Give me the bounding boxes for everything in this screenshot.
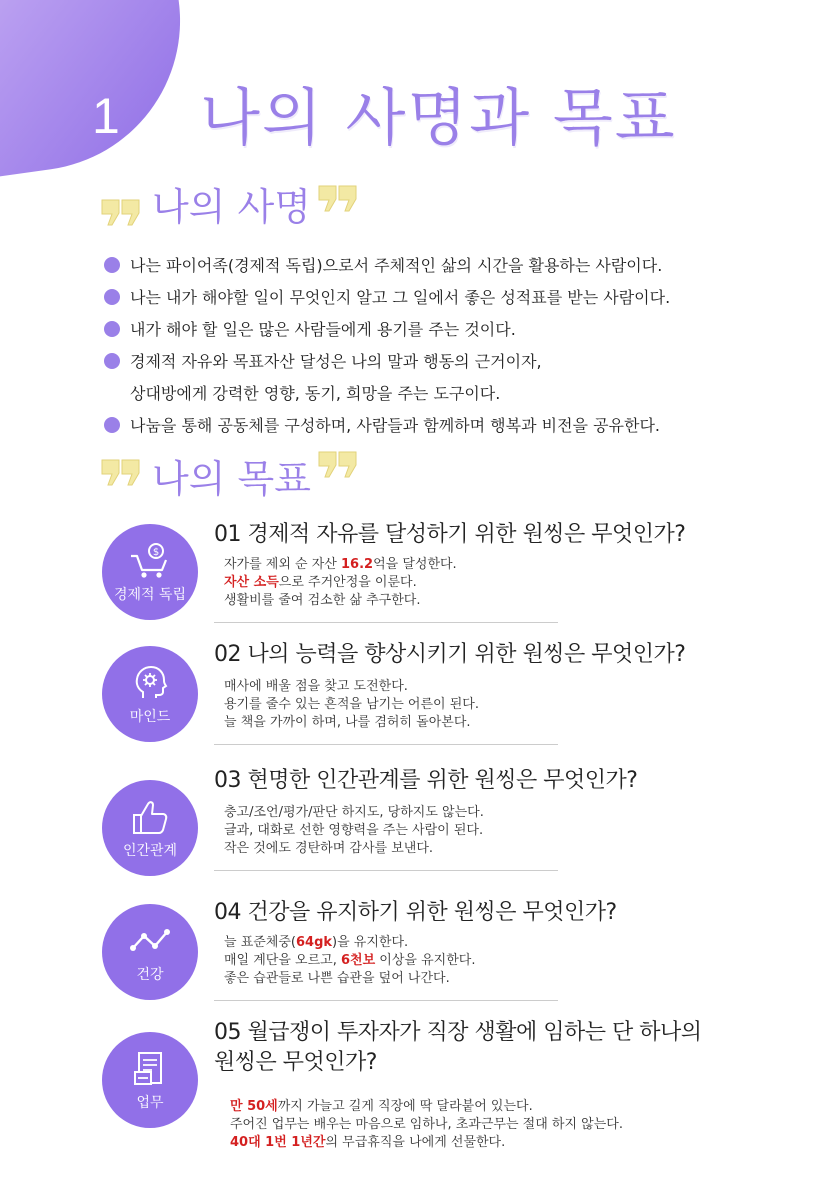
cart-coin-icon <box>129 542 171 580</box>
goal-divider <box>214 1000 558 1001</box>
close-quote-icon <box>317 448 363 482</box>
close-quote-icon <box>317 182 363 216</box>
goal-point: 글과, 대화로 선한 영향력을 주는 사람이 된다. <box>224 823 484 838</box>
point-text: 까지 가늘고 길게 직장에 딱 달라붙어 있는다. <box>277 1099 533 1114</box>
bullet-dot-icon <box>104 289 120 305</box>
mission-text: 내가 해야 할 일은 많은 사람들에게 용기를 주는 것이다. <box>130 320 516 339</box>
goal-03-question: 03 현명한 인간관계를 위한 원씽은 무엇인가? <box>214 768 638 793</box>
goal-point <box>224 574 457 592</box>
goal-05-label: 업무 <box>136 1095 164 1111</box>
goal-01 <box>102 520 792 630</box>
point-text: 늘 표준체중( <box>224 935 296 950</box>
goal-point: 늘 책을 가까이 하며, 나를 겸허히 돌아본다. <box>224 715 471 730</box>
mission-title: 나의 사명 <box>152 185 311 229</box>
goal-point: 충고/조언/평가/판단 하지도, 당하지도 않는다. <box>224 805 484 820</box>
goal-05-question-line2: 원씽은 무엇인가? <box>214 1050 377 1075</box>
goal-point: 좋은 습관들로 나쁜 습관을 덮어 나간다. <box>224 971 450 986</box>
mission-text: 나눔을 통해 공동체를 구성하며, 사람들과 함께하며 행복과 비전을 공유한다. <box>130 416 660 435</box>
goal-point <box>224 934 475 952</box>
goal-02-label: 마인드 <box>129 709 171 725</box>
point-highlight: 16.2 <box>341 557 374 572</box>
mission-text: 경제적 자유와 목표자산 달성은 나의 말과 행동의 근거이자, <box>130 352 542 371</box>
goal-01-question: 01 경제적 자유를 달성하기 위한 원씽은 무엇인가? <box>214 522 686 547</box>
point-highlight: 40대 1번 1년간 <box>230 1135 326 1150</box>
goal-point: 용기를 줄수 있는 흔적을 남기는 어른이 된다. <box>224 697 479 712</box>
page-title: 나의 사명과 목표 <box>200 81 677 154</box>
mission-text: 나는 파이어족(경제적 독립)으로서 주체적인 삶의 시간을 활용하는 사람이다. <box>130 256 663 275</box>
goal-02 <box>102 640 792 750</box>
point-text: 자가를 제외 순 자산 <box>224 557 341 572</box>
goal-03-label: 인간관계 <box>122 843 178 859</box>
point-text: 매일 계단을 오르고, <box>224 953 341 968</box>
goal-05-question <box>214 1018 702 1078</box>
goal-05-question-line1: 05 월급쟁이 투자자가 직장 생활에 임하는 단 하나의 <box>214 1020 702 1045</box>
goal-05-circle <box>102 1032 198 1128</box>
goal-divider <box>214 622 558 623</box>
point-text: 으로 주거안정을 이룬다. <box>278 575 417 590</box>
goal-04-circle <box>102 904 198 1000</box>
goal-02-circle <box>102 646 198 742</box>
point-highlight: 만 <box>230 1099 248 1114</box>
document-icon <box>129 1050 171 1088</box>
goal-point: 매사에 배울 점을 찾고 도전한다. <box>224 679 408 694</box>
point-text: )을 유지한다. <box>332 935 409 950</box>
mission-item <box>104 314 804 346</box>
bullet-dot-icon <box>104 321 120 337</box>
point-text: 억을 달성한다. <box>373 557 457 572</box>
goal-04-question: 04 건강을 유지하기 위한 원씽은 무엇인가? <box>214 900 617 925</box>
goal-01-label: 경제적 독립 <box>113 587 187 603</box>
goal-divider <box>214 870 558 871</box>
bullet-dot-icon <box>104 257 120 273</box>
goal-01-circle <box>102 524 198 620</box>
point-highlight: 64gk <box>296 935 333 950</box>
goal-point <box>230 1098 623 1116</box>
thumbs-up-icon <box>129 798 171 836</box>
point-highlight: 6천보 <box>341 953 376 968</box>
goal-point <box>230 1134 623 1152</box>
goal-01-points <box>224 556 457 610</box>
point-highlight: 50세 <box>247 1099 278 1114</box>
goal-04-label: 건강 <box>136 967 164 983</box>
goal-02-points <box>224 678 479 732</box>
trend-line-icon <box>129 922 171 960</box>
mind-gear-icon <box>129 664 171 702</box>
bullet-dot-icon <box>104 417 120 433</box>
open-quote-icon <box>100 456 146 490</box>
goal-05-points <box>230 1098 623 1152</box>
goal-03 <box>102 766 792 876</box>
point-text: 이상을 유지한다. <box>375 953 476 968</box>
goal-point: 주어진 업무는 배우는 마음으로 임하나, 초과근무는 절대 하지 않는다. <box>230 1117 623 1132</box>
mission-item <box>104 346 804 378</box>
goal-point <box>224 952 475 970</box>
mission-section-header <box>100 180 363 230</box>
goal-point: 작은 것에도 경탄하며 감사를 보낸다. <box>224 841 434 856</box>
point-highlight: 자산 소득 <box>224 575 279 590</box>
goal-03-points <box>224 804 484 858</box>
svg-text:$: $ <box>152 547 160 558</box>
point-text: 의 무급휴직을 나에게 선물한다. <box>325 1135 506 1150</box>
mission-item <box>104 250 804 282</box>
goal-point: 생활비를 줄여 검소한 삶 추구한다. <box>224 593 421 608</box>
mission-list <box>104 250 804 442</box>
goal-04 <box>102 898 792 1008</box>
goal-04-points <box>224 934 475 988</box>
goal-point <box>224 556 457 574</box>
mission-item-continuation <box>104 378 804 410</box>
goals-title: 나의 목표 <box>152 457 311 501</box>
mission-text: 나는 내가 해야할 일이 무엇인지 알고 그 일에서 좋은 성적표를 받는 사람이다. <box>130 288 671 307</box>
chapter-number: 1 <box>92 88 120 144</box>
mission-item <box>104 282 804 314</box>
goal-05 <box>102 1018 792 1158</box>
goal-divider <box>214 744 558 745</box>
open-quote-icon <box>100 196 146 230</box>
goal-03-circle <box>102 780 198 876</box>
mission-text: 상대방에게 강력한 영향, 동기, 희망을 주는 도구이다. <box>130 384 501 403</box>
goals-section-header <box>100 452 363 502</box>
goal-02-question: 02 나의 능력을 향상시키기 위한 원씽은 무엇인가? <box>214 642 686 667</box>
mission-item <box>104 410 804 442</box>
bullet-dot-icon <box>104 353 120 369</box>
